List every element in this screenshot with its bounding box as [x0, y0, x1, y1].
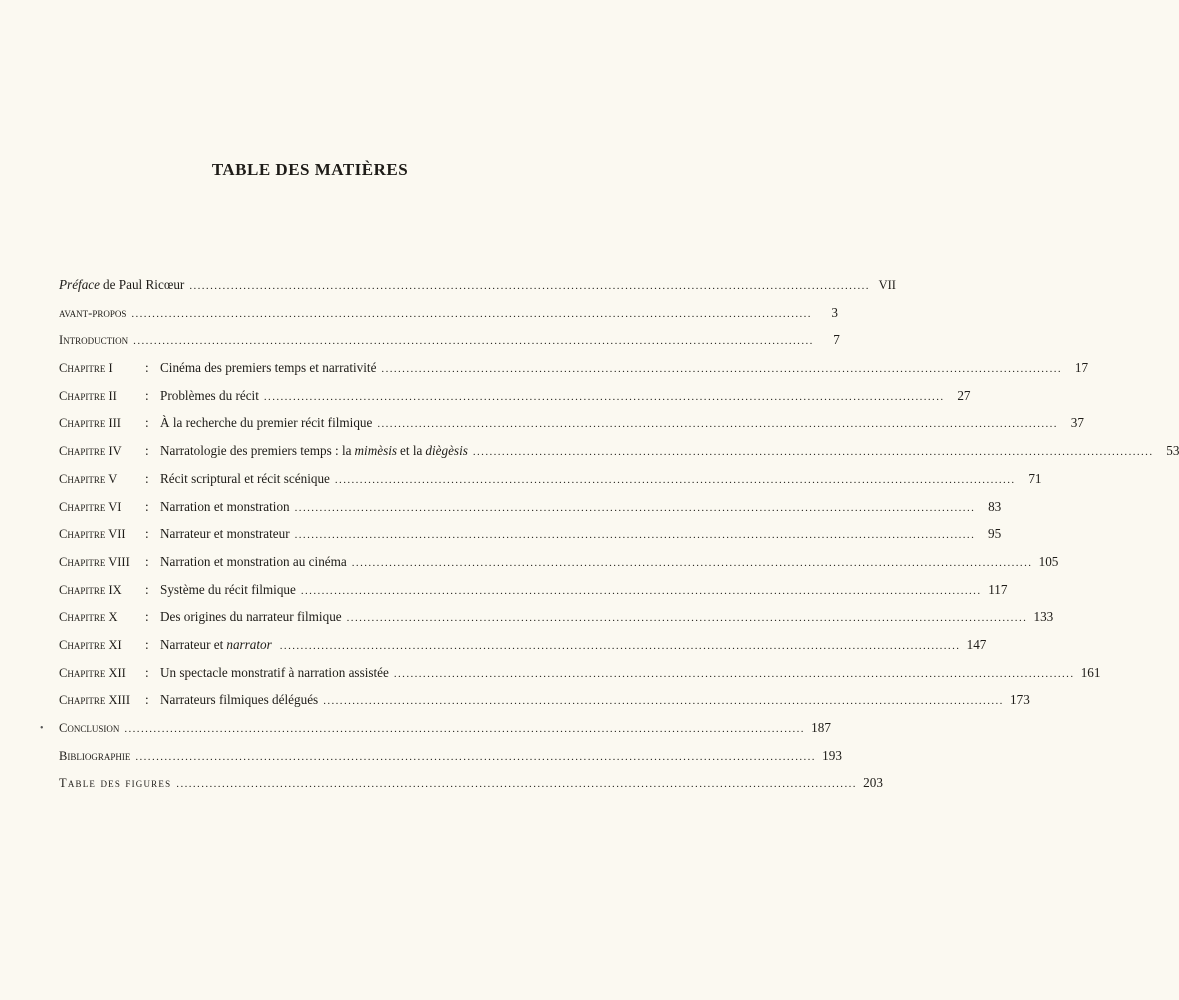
dot-leader: ....................................................................................................................................................................	[377, 418, 1058, 431]
chapter-title-italic: mimèsis	[354, 443, 398, 459]
toc-entry-chapter[interactable]	[59, 443, 1179, 471]
chapter-colon: :	[145, 470, 149, 486]
dot-leader: ....................................................................................................................................................................	[294, 501, 976, 514]
dot-leader: ....................................................................................................................................................................	[263, 390, 945, 403]
chapter-colon: :	[145, 526, 149, 542]
toc-entry-chapter[interactable]	[59, 636, 987, 665]
chapter-colon: :	[145, 664, 149, 680]
toc-page-number: 3	[831, 304, 838, 320]
dot-leader: ....................................................................................................................................................................	[393, 667, 1075, 680]
dot-leader: ....................................................................................................................................................................	[131, 307, 812, 320]
toc-page-number: 95	[988, 526, 1002, 542]
chapter-title: Cinéma des premiers temps et narrativité	[160, 360, 377, 376]
chapter-label: Chapitre VI	[59, 499, 122, 514]
chapter-label: Chapitre VIII	[59, 554, 130, 569]
toc-entry-conclusion[interactable]	[59, 720, 831, 748]
dot-leader: ....................................................................................................................................................................	[189, 280, 870, 292]
toc-page-number: 105	[1038, 553, 1059, 569]
chapter-label: Chapitre XIII	[59, 693, 130, 708]
chapter-title: Narration et monstration au cinéma	[160, 553, 347, 569]
chapter-colon: :	[145, 692, 149, 708]
chapter-colon: :	[145, 498, 149, 514]
margin-mark: •	[40, 723, 44, 734]
chapter-list	[59, 360, 1179, 720]
dot-leader: ....................................................................................................................................................................	[279, 639, 961, 652]
chapter-title: Un spectacle monstratif à narration assistée	[160, 664, 389, 680]
toc-page-number: 147	[966, 636, 987, 652]
toc-entry-chapter[interactable]	[59, 498, 1002, 527]
chapter-label: Chapitre III	[59, 416, 121, 431]
toc-page-number: 7	[833, 332, 840, 348]
chapter-title-part: et la	[400, 443, 423, 459]
chapter-colon: :	[145, 443, 149, 459]
chapter-title	[160, 443, 468, 459]
chapter-label: Chapitre I	[59, 361, 113, 376]
toc-page-number: 17	[1074, 360, 1089, 376]
toc-label: Conclusion	[59, 721, 120, 735]
toc-page-number: 187	[811, 720, 831, 735]
toc-label: Préface de Paul Ricœur	[59, 277, 185, 292]
chapter-title-italic: diègèsis	[425, 443, 468, 459]
chapter-title-italic: narrator	[226, 636, 272, 652]
chapter-title: Narrateur et monstrateur	[160, 526, 290, 542]
chapter-colon: :	[145, 415, 149, 431]
chapter-title-part: Narratologie des premiers temps : la	[160, 443, 352, 459]
toc-page-number: 27	[957, 387, 971, 403]
dot-leader: ....................................................................................................................................................................	[334, 473, 1016, 486]
toc-entry-preface[interactable]	[59, 277, 896, 305]
toc-entry-chapter[interactable]	[59, 553, 1059, 582]
chapter-title: Des origines du narrateur filmique	[160, 609, 342, 625]
chapter-title: Problèmes du récit	[160, 387, 259, 403]
dot-leader: ....................................................................................................................................................................	[323, 695, 1004, 708]
toc-label: avant-propos	[59, 305, 127, 320]
toc-entry-chapter[interactable]	[59, 387, 971, 416]
chapter-colon: :	[145, 387, 149, 403]
toc-page-number: 117	[988, 581, 1008, 597]
toc-entry-chapter[interactable]	[59, 664, 1101, 693]
chapter-title: Récit scriptural et récit scénique	[160, 470, 330, 486]
chapter-colon: :	[145, 636, 149, 652]
dot-leader: ....................................................................................................................................................................	[351, 556, 1033, 569]
chapter-label: Chapitre VII	[59, 527, 126, 542]
chapter-label: Chapitre XI	[59, 637, 122, 652]
chapter-title: Système du récit filmique	[160, 581, 296, 597]
toc-page-number: 37	[1070, 415, 1084, 431]
dot-leader: ....................................................................................................................................................................	[294, 529, 976, 542]
toc-entry-chapter[interactable]	[59, 360, 1089, 388]
dot-leader: ....................................................................................................................................................................	[300, 584, 982, 597]
toc-entry-table-des-figures[interactable]	[59, 775, 883, 803]
dot-leader: ....................................................................................................................................................................	[472, 446, 1154, 459]
page-title: TABLE DES MATIÈRES	[211, 160, 409, 179]
chapter-colon: :	[145, 609, 149, 625]
chapter-title: Narrateurs filmiques délégués	[160, 692, 319, 708]
chapter-title-part: Narrateur et	[160, 636, 224, 652]
dot-leader: ....................................................................................................................................................................	[124, 723, 805, 735]
dot-leader: ....................................................................................................................................................................	[135, 750, 816, 763]
dot-leader: ....................................................................................................................................................................	[346, 612, 1028, 625]
chapter-label: Chapitre V	[59, 471, 118, 486]
toc-entry-avant-propos[interactable]	[59, 304, 838, 333]
chapter-title: Narration et monstration	[160, 498, 290, 514]
toc-entry-chapter[interactable]	[59, 415, 1084, 443]
chapter-label: Chapitre IV	[59, 444, 122, 459]
toc-entry-introduction[interactable]	[59, 332, 840, 360]
chapter-label: Chapitre X	[59, 610, 118, 625]
toc-entry-chapter[interactable]	[59, 526, 1002, 554]
chapter-label: Chapitre II	[59, 388, 117, 403]
toc-page-number: 71	[1028, 470, 1042, 486]
toc-entry-chapter[interactable]	[59, 692, 1030, 720]
chapter-title: À la recherche du premier récit filmique	[160, 415, 373, 431]
chapter-colon: :	[145, 553, 149, 569]
table-of-contents	[59, 277, 1179, 803]
toc-page-number: 53	[1166, 443, 1179, 459]
toc-entry-bibliographie[interactable]	[59, 747, 842, 776]
toc-label: Introduction	[59, 333, 129, 348]
chapter-colon: :	[145, 581, 149, 597]
toc-page-number: 173	[1010, 692, 1030, 708]
toc-entry-chapter[interactable]	[59, 581, 1008, 610]
chapter-title	[160, 637, 275, 653]
toc-page-number: VII	[878, 278, 896, 292]
dot-leader: ....................................................................................................................................................................	[176, 778, 857, 791]
dot-leader: ....................................................................................................................................................................	[381, 363, 1063, 376]
toc-page-number: 203	[863, 775, 883, 791]
toc-label: Table des figures	[59, 776, 172, 791]
chapter-colon: :	[145, 360, 149, 376]
toc-page-number: 161	[1080, 664, 1101, 680]
chapter-label: Chapitre IX	[59, 582, 122, 597]
chapter-label: Chapitre XII	[59, 665, 126, 680]
toc-entry-chapter[interactable]	[59, 609, 1054, 637]
toc-entry-chapter[interactable]	[59, 470, 1042, 499]
toc-page-number: 83	[988, 498, 1002, 514]
dot-leader: ....................................................................................................................................................................	[133, 335, 814, 348]
toc-label: Bibliographie	[59, 748, 131, 763]
toc-page-number: 133	[1033, 609, 1054, 625]
toc-page-number: 193	[822, 747, 842, 763]
